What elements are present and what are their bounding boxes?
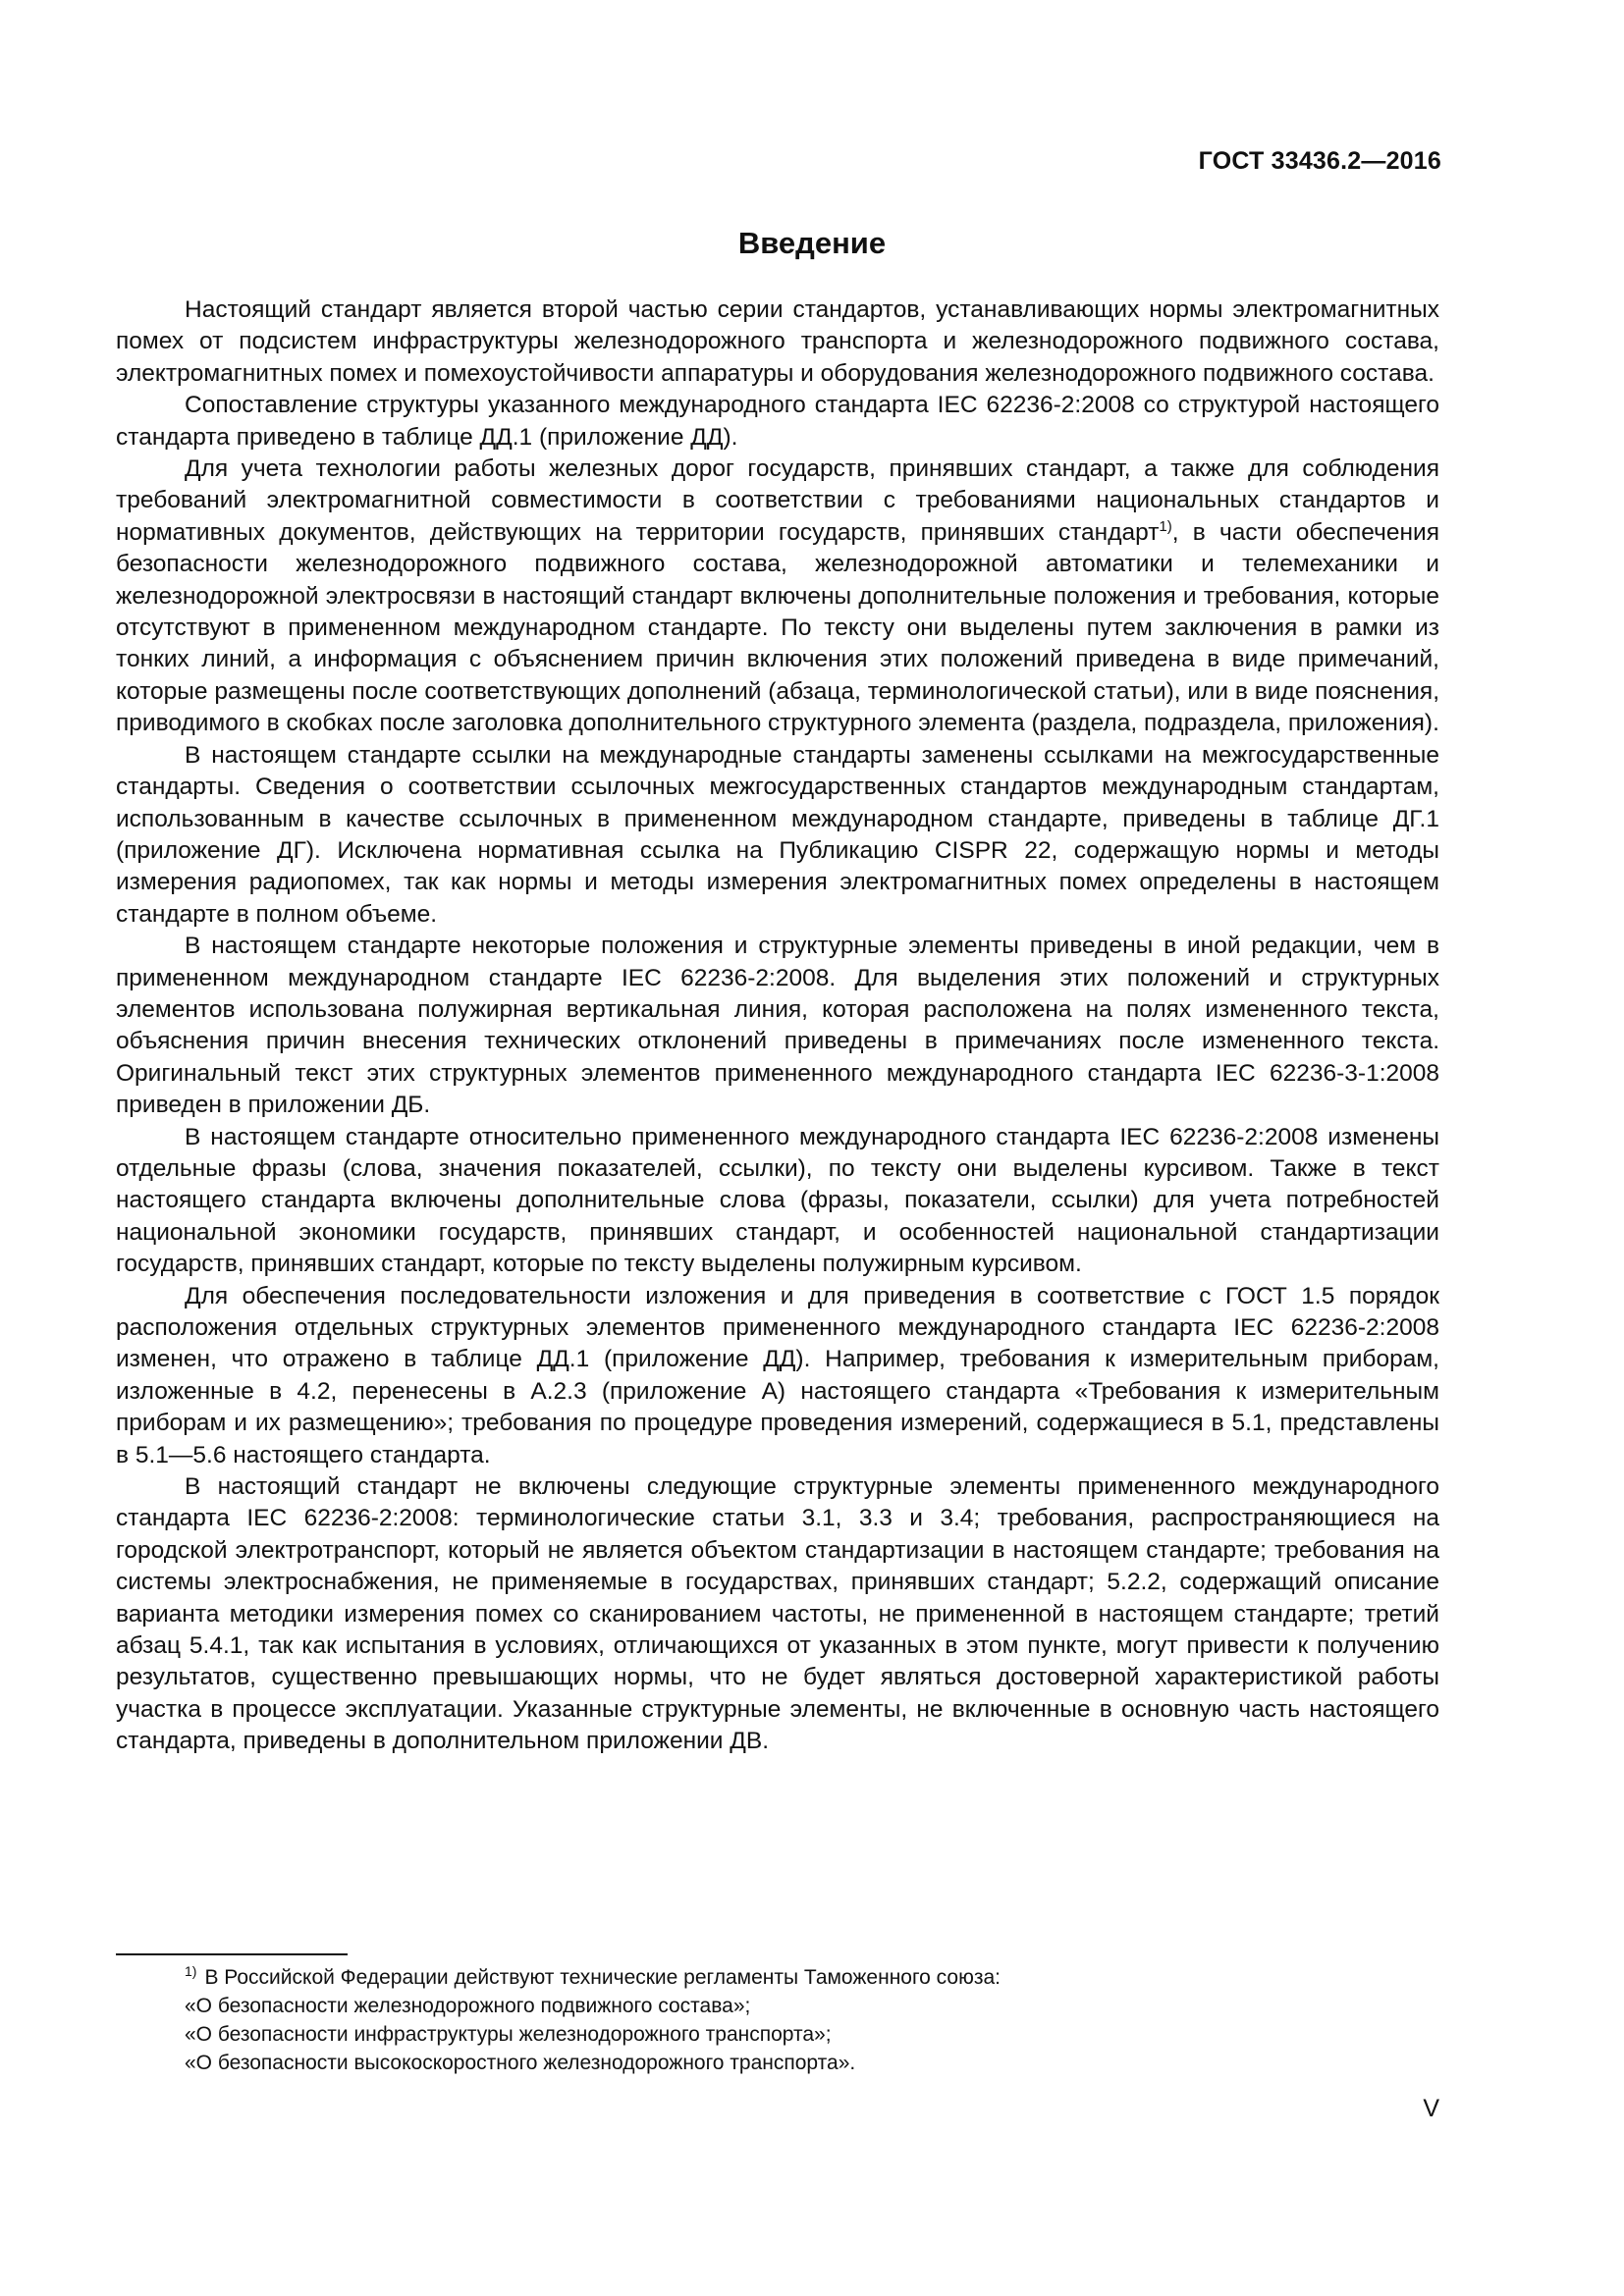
footnote-text: В Российской Федерации действуют технические регламенты Таможенного союза: — [204, 1966, 1001, 1989]
paragraph-1: Настоящий стандарт является второй частью серии стандартов, устанавливающих нормы электромагнитных помех от подсистем инфраструктуры железнодорожного транспорта и железнодорожного подвижного состава, электромагнитных помех и помехоустойчивости аппаратуры и оборудования железнодорожного подвижного состава. — [116, 296, 1439, 387]
page-title: Введение — [737, 226, 887, 260]
paragraph-7: Для обеспечения последовательности изложения и для приведения в соответствие с ГОСТ 1.5 порядок расположения отдельных структурных элементов примененного международного стандарта IEC 62236-2:2008 изменен, что отражено в таблице ДД.1 (приложение ДД). Например, требования к измерительным приборам, изложенные в 4.2, перенесены в А.2.3 (приложение А) настоящего стандарта «Требования к измерительным приборам и их размещению»; требования по процедуре проведения измерений, содержащиеся в 5.1, представлены в 5.1—5.6 настоящего стандарта. — [116, 1282, 1439, 1468]
footnote-line: «О безопасности железнодорожного подвижного состава»; — [185, 1995, 751, 2017]
paragraph-3-text-before: Для учета технологии работы железных дорог государств, принявших стандарт, а также для соблюдения требований электромагнитной совместимости в соответствии с требованиями национальных стандартов и нормативных документов, действующих на территории государств, принявших стандарт — [116, 455, 1439, 546]
paragraph-5: В настоящем стандарте некоторые положения и структурные элементы приведены в иной редакции, чем в примененном международном стандарте IEC 62236-2:2008. Для выделения этих положений и структурных элементов использована полужирная вертикальная линия, которая расположена на полях измененного текста, объяснения причин внесения технических отклонений приведены в примечаниях после измененного текста. Оригинальный текст этих структурных элементов примененного международного стандарта IEC 62236-3-1:2008 приведен в приложении ДБ. — [116, 933, 1439, 1119]
page-number: V — [1423, 2095, 1439, 2122]
body-text — [116, 294, 1439, 1758]
footnote-line — [185, 1963, 1441, 1992]
footnote-reference[interactable]: 1) — [1159, 517, 1172, 535]
paragraph-6: В настоящем стандарте относительно примененного международного стандарта IEC 62236-2:2008 изменены отдельные фразы (слова, значения показателей, ссылки), по тексту они выделены курсивом. Также в текст настоящего стандарта включены дополнительные слова (фразы, показатели, ссылки) для учета потребностей национальной экономики государств, принявших стандарт, и особенностей национальной стандартизации государств, принявших стандарт, которые по тексту выделены полужирным курсивом. — [116, 1123, 1439, 1278]
paragraph-8: В настоящий стандарт не включены следующие структурные элементы примененного международного стандарта IEC 62236-2:2008: терминологические статьи 3.1, 3.3 и 3.4; требования, распространяющиеся на городской электротранспорт, который не является объектом стандартизации в настоящем стандарте; требования на системы электроснабжения, не применяемые в государствах, принявших стандарт; 5.2.2, содержащий описание варианта методики измерения помех со сканированием частоты, не примененной в настоящем стандарте; третий абзац 5.4.1, так как испытания в условиях, отличающихся от указанных в этом пункте, могут привести к получению результатов, существенно превышающих нормы, что не будет являться достоверной характеристикой работы участка в процессе эксплуатации. Указанные структурные элементы, не включенные в основную часть настоящего стандарта, приведены в дополнительном приложении ДВ. — [116, 1473, 1439, 1755]
footnote-line: «О безопасности высокоскоростного железнодорожного транспорта». — [185, 2052, 856, 2074]
footnotes — [185, 1963, 1441, 2077]
paragraph-3 — [116, 454, 1439, 740]
footnote-mark: 1) — [185, 1963, 197, 1979]
paragraph-4: В настоящем стандарте ссылки на международные стандарты заменены ссылками на межгосударственные стандарты. Сведения о соответствии ссылочных межгосударственных стандартов международным стандартам, использованным в качестве ссылочных в примененном международном стандарте, приведены в таблице ДГ.1 (приложение ДГ). Исключена нормативная ссылка на Публикацию CISPR 22, содержащую нормы и методы измерения радиопомех, так как нормы и методы измерения электромагнитных помех определены в настоящем стандарте в полном объеме. — [116, 741, 1439, 928]
footnote-line: «О безопасности инфраструктуры железнодорожного транспорта»; — [185, 2023, 832, 2046]
footnote-divider — [116, 1953, 348, 1955]
paragraph-3-text-after: , в части обеспечения безопасности железнодорожного подвижного состава, железнодорожной автоматики и телемеханики и железнодорожной электросвязи в настоящий стандарт включены дополнительные положения и требования, которые отсутствуют в примененном международном стандарте. По тексту они выделены путем заключения в рамки из тонких линий, а информация с объяснением причин включения этих положений приведена в виде примечаний, которые размещены после соответствующих дополнений (абзаца, терминологической статьи), или в виде пояснения, приводимого в скобках после заголовка дополнительного структурного элемента (раздела, подраздела, приложения). — [116, 518, 1439, 737]
document-code-header: ГОСТ 33436.2—2016 — [1198, 147, 1441, 175]
paragraph-2: Сопоставление структуры указанного международного стандарта IEC 62236-2:2008 со структурой настоящего стандарта приведено в таблице ДД.1 (приложение ДД). — [116, 392, 1439, 451]
